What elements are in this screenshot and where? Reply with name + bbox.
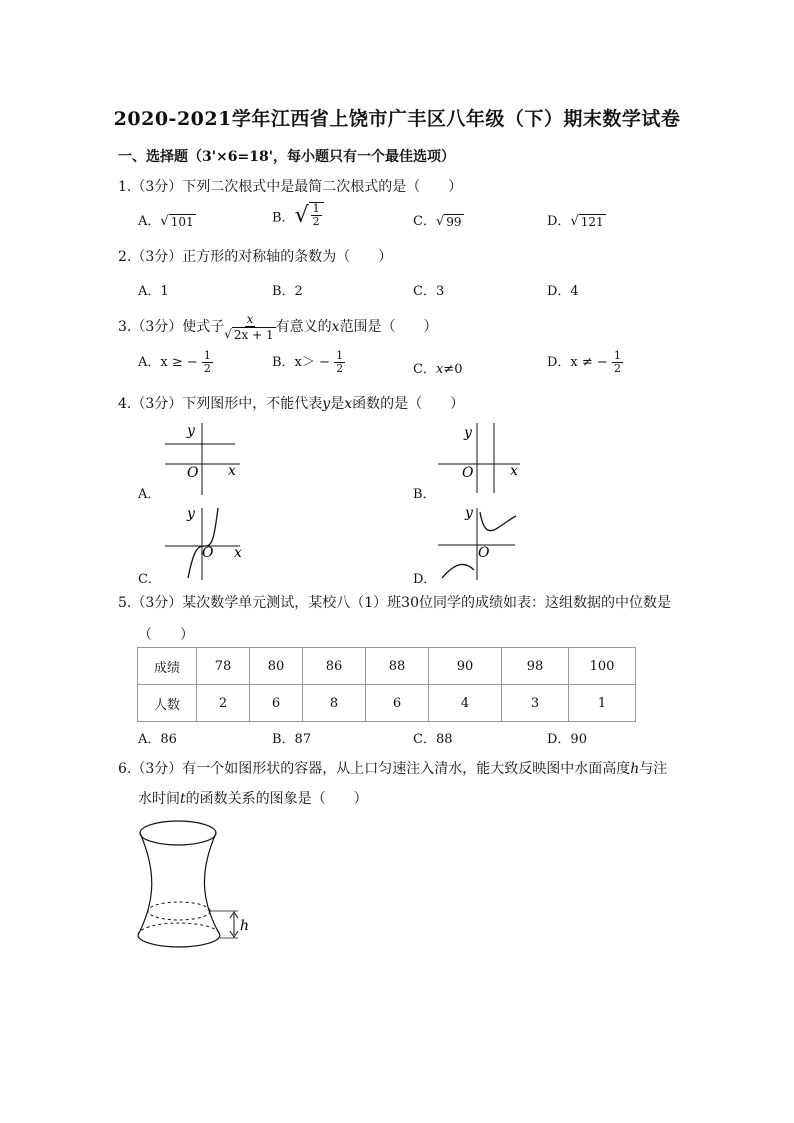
sqrt-symbol: √ 121 xyxy=(570,214,604,229)
table-cell: 80 xyxy=(250,648,303,685)
axis-x-label: x xyxy=(234,545,242,561)
axis-x-label: x xyxy=(510,463,518,479)
question-2-stem: 2.（3分）正方形的对称轴的条数为（ ） xyxy=(118,249,393,265)
q5-option-d: D．90 xyxy=(547,732,587,747)
question-4-stem: 4.（3分）下列图形中，不能代表y是x函数的是（ ） xyxy=(118,396,465,412)
q5-option-b: B．87 xyxy=(272,732,312,747)
table-cell: 88 xyxy=(366,648,429,685)
table-cell: 100 xyxy=(569,648,636,685)
question-5-paren: （ ） xyxy=(138,627,194,643)
q1-option-c: C． √ 99 xyxy=(413,214,462,229)
q2-option-c: C．3 xyxy=(413,284,445,299)
table-cell: 1 xyxy=(569,685,636,722)
table-cell: 6 xyxy=(250,685,303,722)
table-cell: 6 xyxy=(366,685,429,722)
q1-option-d: D． √ 121 xyxy=(547,214,604,229)
question-6-line-2: 水时间t的函数关系的图象是（ ） xyxy=(138,791,368,807)
question-3-stem: 3.（3分）使式子 x √ 2x + 1 有意义的x范围是（ ） xyxy=(118,312,438,342)
sqrt-symbol: √ 99 xyxy=(435,214,462,229)
table-cell: 86 xyxy=(303,648,366,685)
table-cell: 人数 xyxy=(138,685,197,722)
table-cell: 2 xyxy=(197,685,250,722)
axis-y-label: y xyxy=(465,505,473,521)
q3-option-a: A．x ≥ − $\frac{1}{2}$ xyxy=(138,349,211,375)
question-5-stem: 5.（3分）某次数学单元测试，某校八（1）班30位同学的成绩如表：这组数据的中位数是 xyxy=(118,595,671,611)
table-cell: 8 xyxy=(303,685,366,722)
page-title: 2020-2021学年江西省上饶市广丰区八年级（下）期末数学试卷 xyxy=(113,108,681,130)
height-label: h xyxy=(240,918,250,934)
q1-option-b: B． √ $\frac{1}{2}$ xyxy=(272,202,324,230)
origin-label: O xyxy=(187,465,199,481)
table-row xyxy=(138,648,636,685)
q5-option-c: C．88 xyxy=(413,732,453,747)
question-1-stem: 1.（3分）下列二次根式中是最简二次根式的是（ ） xyxy=(118,179,463,195)
question-6-line-1: 6.（3分）有一个如图形状的容器，从上口匀速注入清水，能大致反映图中水面高度h与注 xyxy=(118,761,668,777)
q4-option-a-label: A． xyxy=(138,487,161,502)
axis-x-label: x xyxy=(228,463,236,479)
q5-option-a: A．86 xyxy=(138,732,177,747)
q4-graph-b xyxy=(430,415,570,500)
q3-option-c: C．x≠0 xyxy=(413,362,463,377)
origin-label: O xyxy=(478,545,490,561)
axis-y-label: y xyxy=(464,425,472,441)
table-cell: 3 xyxy=(502,685,569,722)
table-cell: 78 xyxy=(197,648,250,685)
q4-graph-d xyxy=(430,500,570,585)
axis-y-label: y xyxy=(187,506,195,522)
q3-option-b: B．x＞ − $\frac{1}{2}$ xyxy=(272,349,344,375)
q4-option-d-label: D． xyxy=(413,572,437,587)
table-cell: 98 xyxy=(502,648,569,685)
table-row xyxy=(138,685,636,722)
section-heading: 一、选择题（3'×6=18'，每小题只有一个最佳选项） xyxy=(118,149,455,165)
q3-option-d: D．x ≠ − $\frac{1}{2}$ xyxy=(547,349,621,375)
q4-option-b-label: B． xyxy=(413,487,436,502)
axis-y-label: y xyxy=(187,423,195,439)
score-table xyxy=(137,647,636,722)
sqrt-symbol: √ 101 xyxy=(160,214,194,229)
sqrt-symbol: √ $\frac{1}{2}$ xyxy=(295,202,324,230)
q1-option-a: A． √ 101 xyxy=(138,214,194,229)
q2-option-d: D．4 xyxy=(547,284,579,299)
q4-option-c-label: C． xyxy=(138,572,161,587)
table-cell: 成绩 xyxy=(138,648,197,685)
origin-label: O xyxy=(202,545,214,561)
origin-label: O xyxy=(462,465,474,481)
q2-option-b: B．2 xyxy=(272,284,303,299)
table-cell: 90 xyxy=(429,648,502,685)
q2-option-a: A．1 xyxy=(138,284,169,299)
table-cell: 4 xyxy=(429,685,502,722)
container-figure xyxy=(130,815,270,955)
